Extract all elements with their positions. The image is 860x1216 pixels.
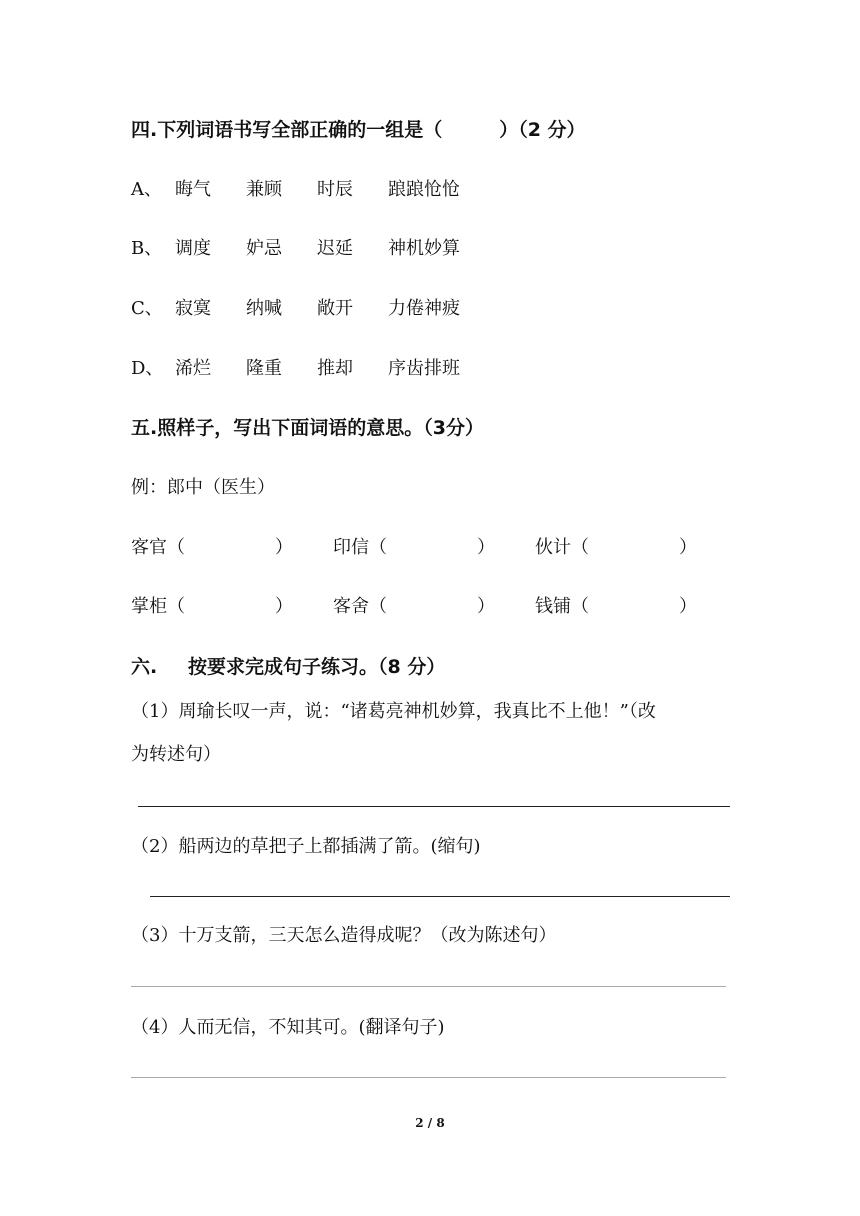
- option-d-word3: 推却: [317, 358, 353, 379]
- option-c-word1: 寂寞: [175, 298, 211, 319]
- option-b-word1: 调度: [175, 238, 211, 259]
- section4-title: 四.下列词语书写全部正确的一组是（ ）（2 分）: [131, 119, 586, 141]
- section6-title: 按要求完成句子练习。（8 分）: [188, 656, 446, 678]
- question-4: （4）人而无信，不知其可。(翻译句子): [131, 1017, 445, 1038]
- question-3: （3）十万支箭，三天怎么造得成呢？（改为陈述句）: [131, 925, 557, 946]
- answer-line-4[interactable]: [131, 1077, 726, 1078]
- option-a: [131, 175, 460, 201]
- option-b-word3: 迟延: [317, 238, 353, 259]
- answer-line-1[interactable]: [138, 806, 730, 807]
- vocab-item-keshe: 客舍（ ）: [333, 596, 495, 617]
- option-b: [131, 234, 460, 260]
- option-a-word1: 晦气: [175, 179, 211, 200]
- answer-line-2[interactable]: [150, 896, 730, 897]
- question-1-line1: （1）周瑜长叹一声，说：“诸葛亮神机妙算，我真比不上他！”（改: [131, 701, 656, 722]
- vocab-item-yinxin: 印信（ ）: [333, 537, 495, 558]
- vocab-item-huoji: 伙计（ ）: [535, 537, 697, 558]
- section6-number: 六.: [131, 656, 158, 678]
- section5-example: 例：郎中（医生）: [131, 477, 275, 498]
- option-a-label: A、: [131, 179, 162, 200]
- vocab-item-qianpu: 钱铺（ ）: [535, 596, 697, 617]
- option-b-word4: 神机妙算: [388, 238, 460, 259]
- option-c-word2: 纳喊: [246, 298, 282, 319]
- option-c-label: C、: [131, 298, 163, 319]
- option-a-word2: 兼顾: [246, 179, 282, 200]
- option-a-word4: 踉踉怆怆: [388, 179, 460, 200]
- option-d-word2: 隆重: [246, 358, 282, 379]
- option-b-word2: 妒忌: [246, 238, 282, 259]
- option-c-word3: 敞开: [317, 298, 353, 319]
- option-c: [131, 294, 460, 320]
- option-a-word3: 时辰: [317, 179, 353, 200]
- option-d-word4: 序齿排班: [388, 358, 460, 379]
- option-c-word4: 力倦神疲: [388, 298, 460, 319]
- vocab-item-keguan: 客官（ ）: [131, 537, 293, 558]
- section5-title: 五.照样子，写出下面词语的意思。（3分）: [131, 417, 484, 439]
- vocab-item-zhanggui: 掌柜（ ）: [131, 596, 293, 617]
- option-d-label: D、: [131, 358, 164, 379]
- option-d-word1: 浠烂: [175, 358, 211, 379]
- question-1-line2: 为转述句）: [131, 744, 221, 765]
- option-d: [131, 354, 460, 380]
- question-2: （2）船两边的草把子上都插满了箭。(缩句): [131, 836, 481, 857]
- answer-line-3[interactable]: [131, 986, 726, 987]
- page-number: 2 / 8: [415, 1116, 445, 1130]
- option-b-label: B、: [131, 238, 163, 259]
